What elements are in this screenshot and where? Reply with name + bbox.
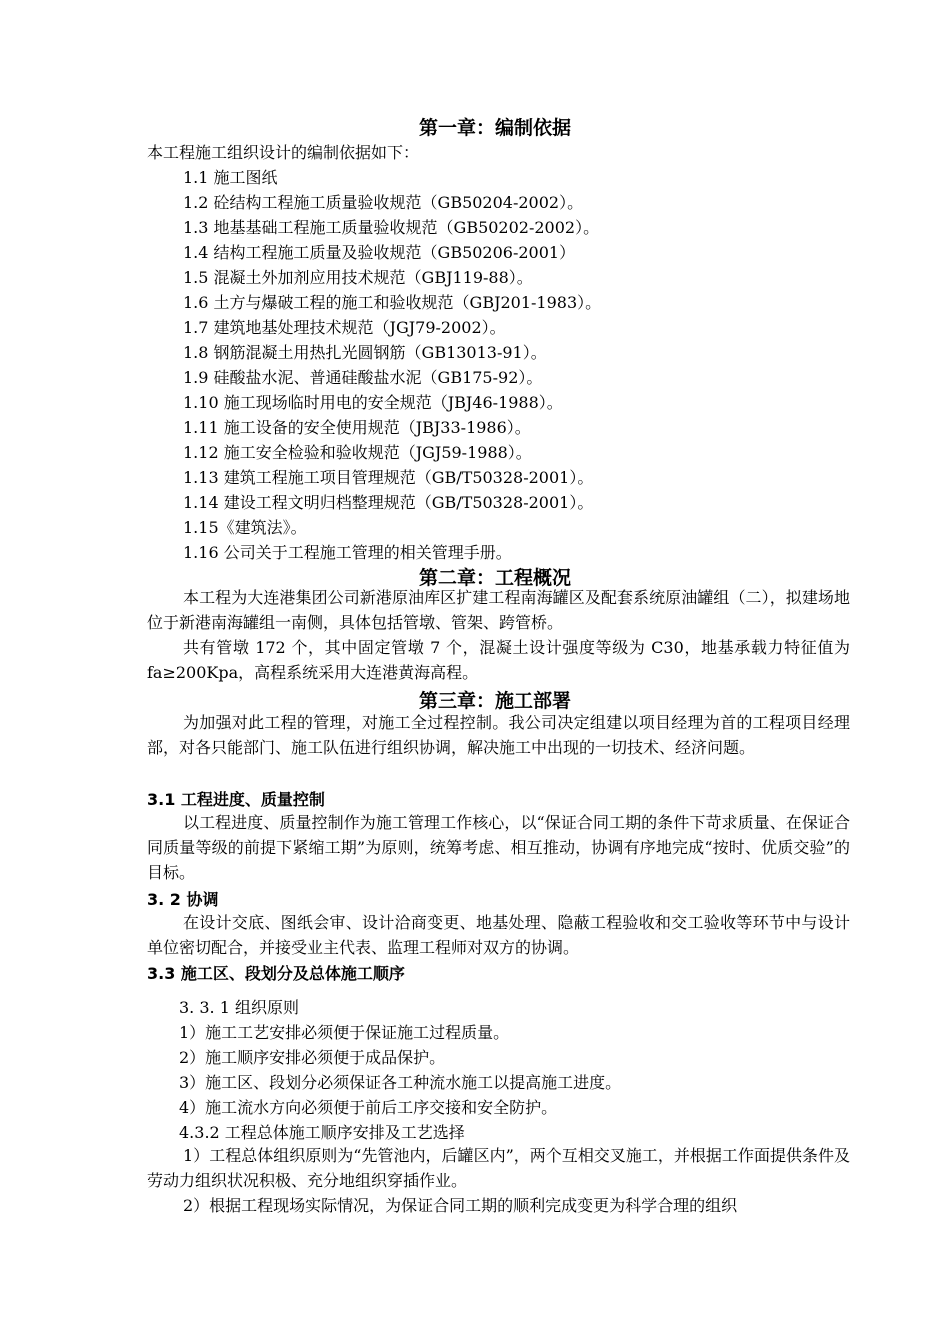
reference-item: 1.12 施工安全检验和验收规范（JGJ59-1988）。 xyxy=(183,443,532,462)
reference-item: 1.6 土方与爆破工程的施工和验收规范（GBJ201-1983）。 xyxy=(183,293,602,312)
section-3-2-heading: 3. 2 协调 xyxy=(147,890,219,909)
sequence-paragraph-2: 2）根据工程现场实际情况，为保证合同工期的顺利完成变更为科学合理的组织 xyxy=(183,1196,738,1215)
reference-item: 1.13 建筑工程施工项目管理规范（GB/T50328-2001）。 xyxy=(183,468,594,487)
chapter-1-intro: 本工程施工组织设计的编制依据如下： xyxy=(147,143,420,162)
reference-item: 1.3 地基基础工程施工质量验收规范（GB50202-2002）。 xyxy=(183,218,600,237)
reference-item: 1.4 结构工程施工质量及验收规范（GB50206-2001） xyxy=(183,243,576,262)
section-3-2-paragraph: 在设计交底、图纸会审、设计洽商变更、地基处理、隐蔽工程验收和交工验收等环节中与设计单位密切配合，并接受业主代表、监理工程师对双方的协调。 xyxy=(147,913,850,957)
chapter-1-title: 第一章：编制依据 xyxy=(418,117,571,139)
reference-item: 1.11 施工设备的安全使用规范（JBJ33-1986）。 xyxy=(183,418,531,437)
chapter-3-title: 第三章：施工部署 xyxy=(418,690,571,712)
reference-item: 1.8 钢筋混凝土用热扎光圆钢筋（GB13013-91）。 xyxy=(183,343,547,362)
overview-paragraph-1: 本工程为大连港集团公司新港原油库区扩建工程南海罐区及配套系统原油罐组（二），拟建场地位于新港南海罐组一南侧，具体包括管墩、管架、跨管桥。 xyxy=(147,588,850,632)
reference-item: 1.16 公司关于工程施工管理的相关管理手册。 xyxy=(183,543,512,562)
reference-item: 1.9 硅酸盐水泥、普通硅酸盐水泥（GB175-92）。 xyxy=(183,368,543,387)
reference-item: 1.5 混凝土外加剂应用技术规范（GBJ119-88）。 xyxy=(183,268,533,287)
deployment-paragraph: 为加强对此工程的管理，对施工全过程控制。我公司决定组建以项目经理为首的工程项目经理部，对各只能部门、施工队伍进行组织协调，解决施工中出现的一切技术、经济问题。 xyxy=(147,713,850,757)
sequence-paragraph-1: 1）工程总体组织原则为“先管池内，后罐区内”，两个互相交叉施工，并根据工作面提供条件及劳动力组织状况积极、充分地组织穿插作业。 xyxy=(147,1146,850,1190)
principle-item: 1）施工工艺安排必须便于保证施工过程质量。 xyxy=(179,1023,510,1042)
principle-item: 2）施工顺序安排必须便于成品保护。 xyxy=(179,1048,446,1067)
reference-item: 1.15《建筑法》。 xyxy=(183,518,307,537)
reference-item: 1.7 建筑地基处理技术规范（JGJ79-2002）。 xyxy=(183,318,506,337)
overview-paragraph-2: 共有管墩 172 个，其中固定管墩 7 个，混凝土设计强度等级为 C30，地基承载力特征值为 fa≥200Kpa，高程系统采用大连港黄海高程。 xyxy=(147,638,850,682)
section-3-1-heading: 3.1 工程进度、质量控制 xyxy=(147,790,325,809)
reference-item: 1.10 施工现场临时用电的安全规范（JBJ46-1988）。 xyxy=(183,393,563,412)
section-3-3-heading: 3.3 施工区、段划分及总体施工顺序 xyxy=(147,964,405,983)
section-3-1-paragraph: 以工程进度、质量控制作为施工管理工作核心，以“保证合同工期的条件下苛求质量、在保证合同质量等级的前提下紧缩工期”为原则，统筹考虑、相互推动，协调有序地完成“按时、优质交验”的目标。 xyxy=(147,813,850,882)
subsection-4-3-2-heading: 4.3.2 工程总体施工顺序安排及工艺选择 xyxy=(179,1123,465,1142)
principle-item: 3）施工区、段划分必须保证各工种流水施工以提高施工进度。 xyxy=(179,1073,622,1092)
reference-item: 1.14 建设工程文明归档整理规范（GB/T50328-2001）。 xyxy=(183,493,594,512)
reference-item: 1.1 施工图纸 xyxy=(183,168,278,187)
principle-item: 4）施工流水方向必须便于前后工序交接和安全防护。 xyxy=(179,1098,558,1117)
subsection-3-3-1-heading: 3. 3. 1 组织原则 xyxy=(179,998,299,1017)
chapter-2-title: 第二章：工程概况 xyxy=(418,567,571,589)
reference-item: 1.2 砼结构工程施工质量验收规范（GB50204-2002）。 xyxy=(183,193,584,212)
